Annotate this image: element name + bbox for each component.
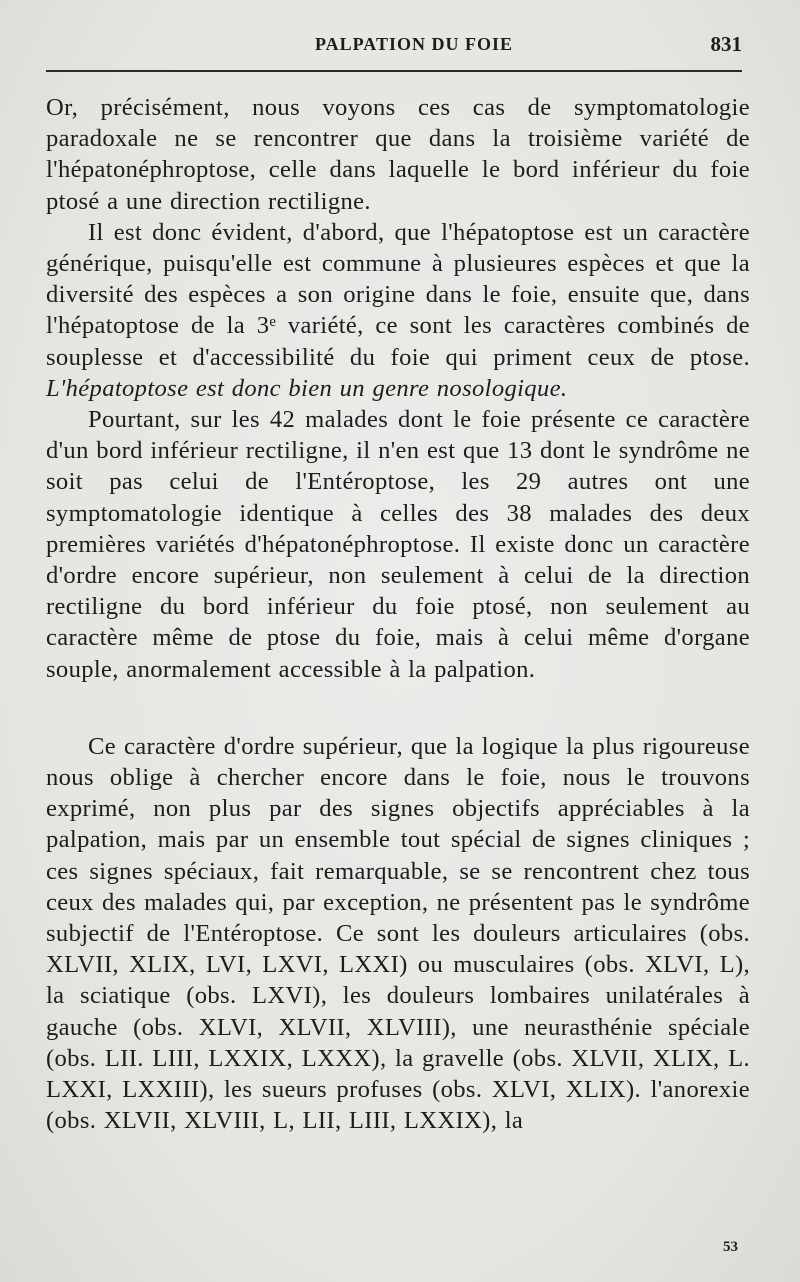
section-gap [46, 685, 750, 731]
paragraph-3: Pourtant, sur les 42 malades dont le foie présente ce caractère d'un bord inférieur rectiligne, il n'en est que 13 dont le syndrôme ne soit pas celui de l'Entéroptose, les 29 autres ont une symptomatologie identique à celles des 38 malades des deux premières variétés d'hépatonéphroptose. Il existe donc un caractère d'ordre encore supérieur, non seulement à celui de la direction rectiligne du bord inférieur du foie ptosé, non seulement au caractère même de ptose du foie, mais à celui même d'organe souple, anormalement accessible à la palpation. [46, 406, 750, 683]
paragraph-2 [46, 217, 750, 404]
running-head: PALPATION DU FOIE [314, 34, 513, 54]
paragraph-4: Ce caractère d'ordre supérieur, que la logique la plus rigoureuse nous oblige à chercher encore dans le foie, nous le trouvons exprimé, non plus par des signes objectifs appréciables à la palpation, mais par un ensemble tout spécial de signes cliniques ; ces signes spéciaux, fait remarquable, se se rencontrent chez tous ceux des malades qui, par exception, ne présentent pas le syndrôme subjectif de l'Entéroptose. Ce sont les douleurs articulaires (obs. XLVII, XLIX, LVI, LXVI, LXXI) ou musculaires (obs. XLVI, L), la sciatique (obs. LXVI), les douleurs lombaires unilatérales à gauche (obs. XLVI, XLVII, XLVIII), une neurasthénie spéciale (obs. LII. LIII, LXXIX, LXXX), la gravelle (obs. XLVII, XLIX, L. LXXI, LXXIII), les sueurs profuses (obs. XLVI, XLIX). l'anorexie (obs. XLVII, XLVIII, L, LII, LIII, LXXIX), la [46, 732, 750, 1135]
paragraph-1: Or, précisément, nous voyons ces cas de symptomatologie paradoxale ne se rencontrer que dans la troisième variété de l'hépatonéphroptose, celle dans laquelle le bord inférieur du foie ptosé a une direction rectiligne. [46, 94, 750, 215]
signature-mark: 53 [723, 1239, 738, 1255]
paragraph-2-italic: L'hépatoptose est donc bien un genre nosologique. [46, 374, 568, 402]
page-number: 831 [710, 32, 742, 56]
page-header [46, 34, 742, 64]
header-rule [46, 70, 742, 72]
paragraph-2-text: Il est donc évident, d'abord, que l'hépatoptose est un caractère générique, puisqu'elle est commune à plusieures espèces et que la diversité des espèces a son origine dans le foie, ensuite que, dans l'hépatoptose de la 3ᵉ variété, ce sont les caractères combinés de souplesse et d'accessibilité du foie qui priment ceux de ptose. [46, 218, 750, 371]
body-text [46, 92, 750, 1137]
